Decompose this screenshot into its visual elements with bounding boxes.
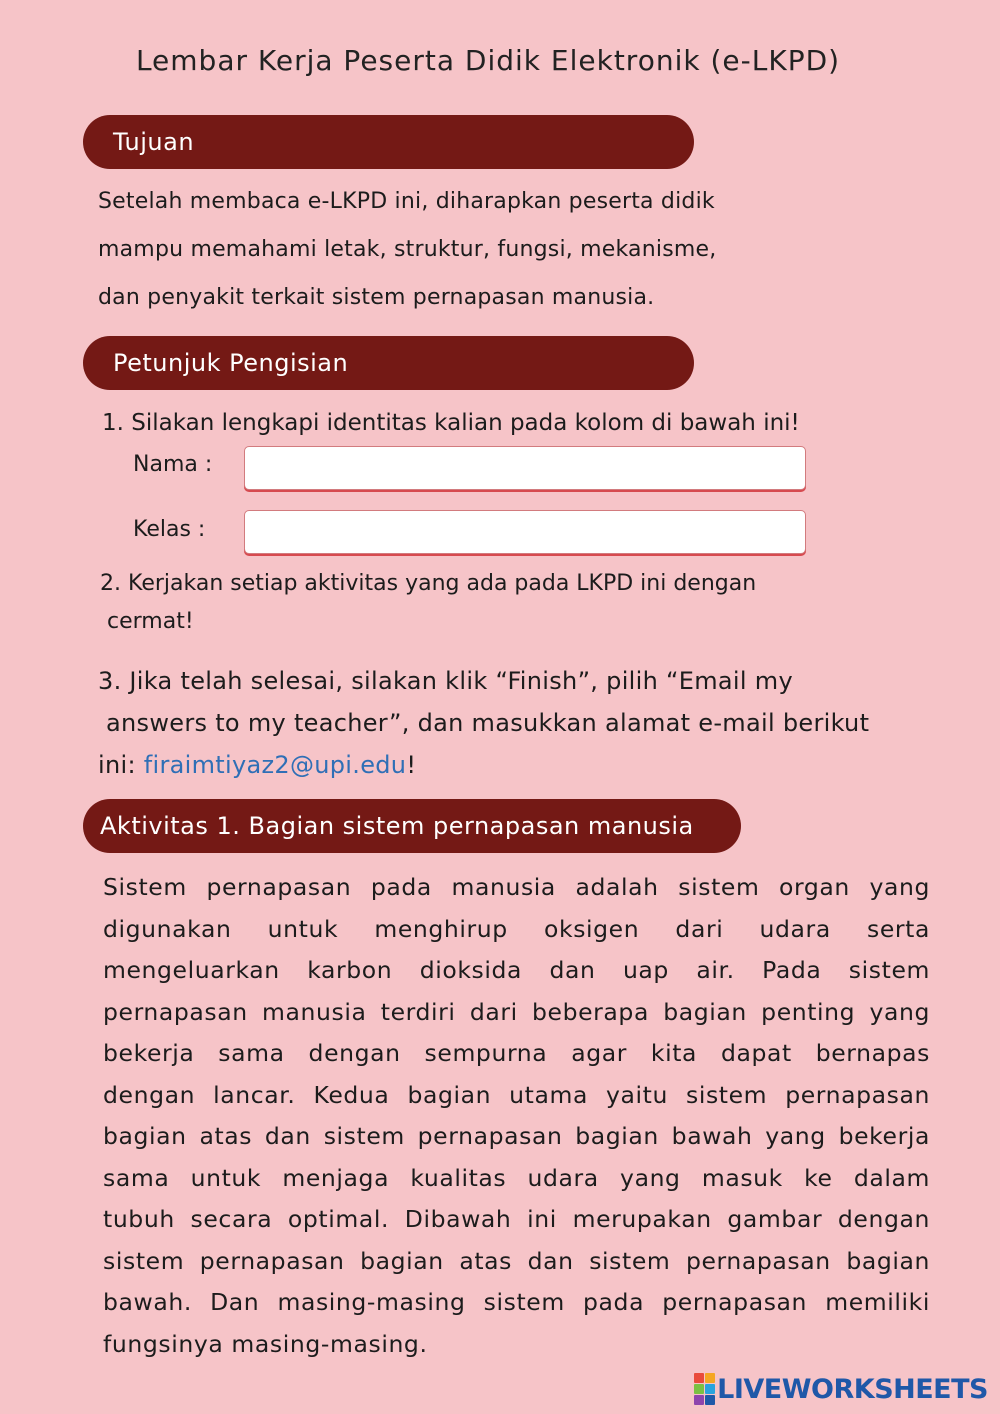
paragraph-line: bagian atas dan sistem pernapasan bagian bawah yang bekerja — [103, 1122, 930, 1150]
brand-name: LIVEWORKSHEETS — [717, 1373, 988, 1405]
logo-square — [705, 1384, 715, 1394]
logo-square — [694, 1384, 704, 1394]
paragraph-line: pernapasan manusia terdiri dari beberapa bagian penting yang — [103, 997, 930, 1026]
step3-line: 3. Jika telah selesai, silakan klik “Finish”, pilih “Email my — [98, 667, 793, 695]
paragraph-line: sama untuk menjaga kualitas udara yang masuk ke dalam — [103, 1163, 930, 1192]
kelas-label: Kelas : — [133, 517, 206, 542]
teacher-email-link[interactable]: firaimtiyaz2@upi.edu — [143, 751, 407, 779]
step3-line: answers to my teacher”, dan masukkan alamat e-mail berikut — [106, 709, 870, 737]
instruction-step-3 — [98, 660, 938, 786]
instruction-step-2 — [100, 565, 840, 641]
liveworksheets-brand[interactable] — [694, 1373, 988, 1405]
aktivitas1-paragraph — [103, 867, 930, 1365]
instruction-step-1: 1. Silakan lengkapi identitas kalian pada kolom di bawah ini! — [102, 410, 800, 436]
step3-suffix: ! — [406, 751, 417, 779]
section-petunjuk-heading: Petunjuk Pengisian — [83, 336, 694, 390]
paragraph-line: tubuh secara optimal. Dibawah ini merupakan gambar dengan — [103, 1205, 930, 1233]
paragraph-line: bawah. Dan masing-masing sistem pada pernapasan memiliki — [103, 1288, 930, 1316]
paragraph-line: Sistem pernapasan pada manusia adalah sistem organ yang — [103, 873, 930, 901]
tujuan-line: Setelah membaca e-LKPD ini, diharapkan peserta didik — [98, 189, 715, 214]
step2-line: 2. Kerjakan setiap aktivitas yang ada pada LKPD ini dengan — [100, 571, 757, 596]
step2-line: cermat! — [107, 609, 194, 634]
paragraph-line: dengan lancar. Kedua bagian utama yaitu sistem pernapasan — [103, 1080, 930, 1109]
step3-line — [98, 744, 938, 786]
tujuan-line: dan penyakit terkait sistem pernapasan manusia. — [98, 285, 655, 310]
paragraph-line: fungsinya masing-masing. — [103, 1329, 428, 1358]
liveworksheets-logo-icon — [694, 1373, 715, 1405]
paragraph-line: digunakan untuk menghirup oksigen dari udara serta — [103, 914, 930, 943]
tujuan-line: mampu memahami letak, struktur, fungsi, mekanisme, — [98, 237, 717, 262]
page-title: Lembar Kerja Peserta Didik Elektronik (e-LKPD) — [135, 44, 841, 77]
paragraph-line: bekerja sama dengan sempurna agar kita dapat bernapas — [103, 1039, 930, 1067]
nama-input[interactable] — [244, 446, 806, 490]
nama-label: Nama : — [133, 452, 213, 477]
logo-square — [705, 1395, 715, 1405]
kelas-input[interactable] — [244, 510, 806, 554]
section-aktivitas1-heading: Aktivitas 1. Bagian sistem pernapasan manusia — [83, 799, 741, 853]
step3-prefix: ini: — [98, 751, 144, 779]
paragraph-line: sistem pernapasan bagian atas dan sistem pernapasan bagian — [103, 1246, 930, 1275]
paragraph-line: mengeluarkan karbon dioksida dan uap air. Pada sistem — [103, 956, 930, 984]
logo-square — [694, 1395, 704, 1405]
logo-square — [694, 1373, 704, 1383]
logo-square — [705, 1373, 715, 1383]
tujuan-text — [98, 182, 918, 326]
section-tujuan-heading: Tujuan — [83, 115, 694, 169]
